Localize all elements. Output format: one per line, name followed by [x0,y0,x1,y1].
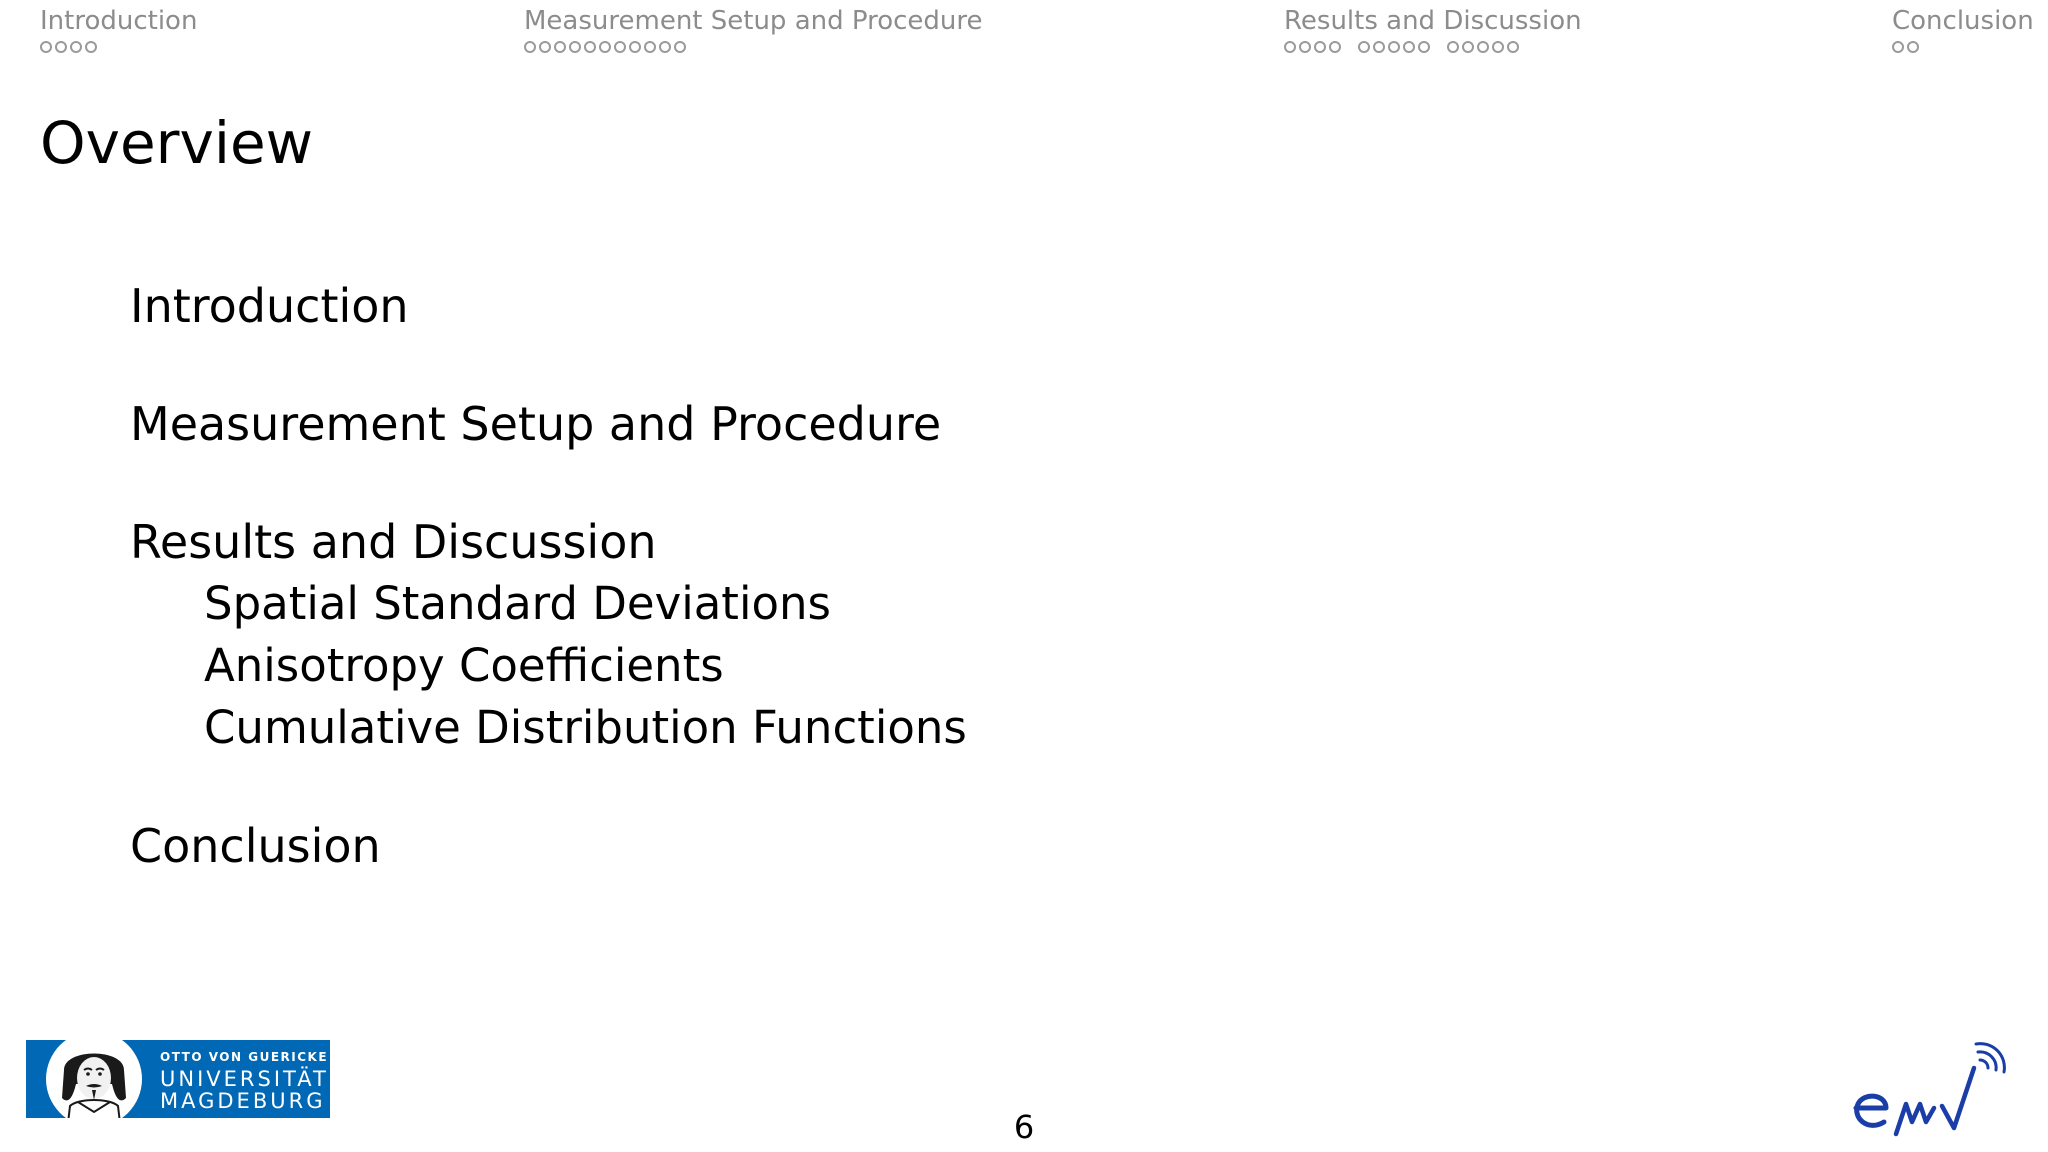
toc-subsection-cumulative-distribution-functions[interactable]: Cumulative Distribution Functions [204,701,967,754]
nav-progress-dot[interactable] [554,41,566,53]
nav-section-introduction[interactable] [40,6,197,55]
nav-label[interactable]: Introduction [40,6,198,36]
nav-progress-dot[interactable] [539,41,551,53]
nav-progress-dot[interactable] [70,41,82,53]
nav-progress-dots [1284,39,1582,55]
nav-label[interactable]: Conclusion [1892,6,2034,36]
nav-progress-dot[interactable] [569,41,581,53]
nav-progress-dot[interactable] [1907,41,1919,53]
nav-progress-dot[interactable] [659,41,671,53]
nav-progress-dot[interactable] [1314,41,1326,53]
nav-progress-dot[interactable] [1477,41,1489,53]
emv-logo [1850,1042,2030,1142]
toc-subsection-spatial-standard-deviations[interactable]: Spatial Standard Deviations [204,577,831,630]
nav-progress-dot[interactable] [1492,41,1504,53]
toc-subsection-anisotropy-coefficients[interactable]: Anisotropy Coefficients [204,639,724,692]
nav-progress-dots [524,39,983,55]
toc-section-results-discussion[interactable]: Results and Discussion [130,515,657,569]
nav-progress-dot[interactable] [1373,41,1385,53]
nav-section-conclusion[interactable] [1892,6,2034,55]
nav-progress-dot[interactable] [629,41,641,53]
portrait-icon [62,1054,126,1119]
nav-label[interactable]: Results and Discussion [1284,6,1582,36]
nav-progress-dot[interactable] [1388,41,1400,53]
nav-progress-dot[interactable] [1358,41,1370,53]
nav-progress-dot[interactable] [1418,41,1430,53]
toc-section-conclusion[interactable]: Conclusion [130,819,381,873]
nav-progress-dot[interactable] [40,41,52,53]
page-number: 6 [1013,1108,1035,1146]
nav-progress-dot[interactable] [614,41,626,53]
nav-progress-dot[interactable] [55,41,67,53]
toc-section-introduction[interactable]: Introduction [130,279,409,333]
emv-logo-mark [1856,1044,2004,1134]
nav-progress-dots [1892,39,2034,55]
nav-progress-dot[interactable] [1447,41,1459,53]
university-logo [26,1040,330,1118]
nav-progress-dot[interactable] [1892,41,1904,53]
nav-progress-dot[interactable] [1284,41,1296,53]
toc-section-measurement-setup[interactable]: Measurement Setup and Procedure [130,397,942,451]
logo-line1: OTTO VON GUERICKE [160,1050,329,1064]
nav-progress-dot[interactable] [1403,41,1415,53]
logo-line3: MAGDEBURG [160,1089,326,1113]
frame-title: Overview [40,109,314,177]
nav-progress-dot[interactable] [674,41,686,53]
nav-progress-dot[interactable] [599,41,611,53]
nav-label[interactable]: Measurement Setup and Procedure [524,6,983,36]
nav-progress-dot[interactable] [1329,41,1341,53]
nav-section-results-discussion[interactable] [1284,6,1582,55]
nav-section-measurement-setup[interactable] [524,6,983,55]
logo-line2: UNIVERSITÄT [160,1067,329,1091]
nav-progress-dot[interactable] [644,41,656,53]
nav-progress-dots [40,39,197,55]
nav-progress-dot[interactable] [1507,41,1519,53]
nav-progress-dot[interactable] [1462,41,1474,53]
nav-progress-dot[interactable] [1299,41,1311,53]
nav-progress-dot[interactable] [85,41,97,53]
nav-progress-dot[interactable] [584,41,596,53]
nav-progress-dot[interactable] [524,41,536,53]
